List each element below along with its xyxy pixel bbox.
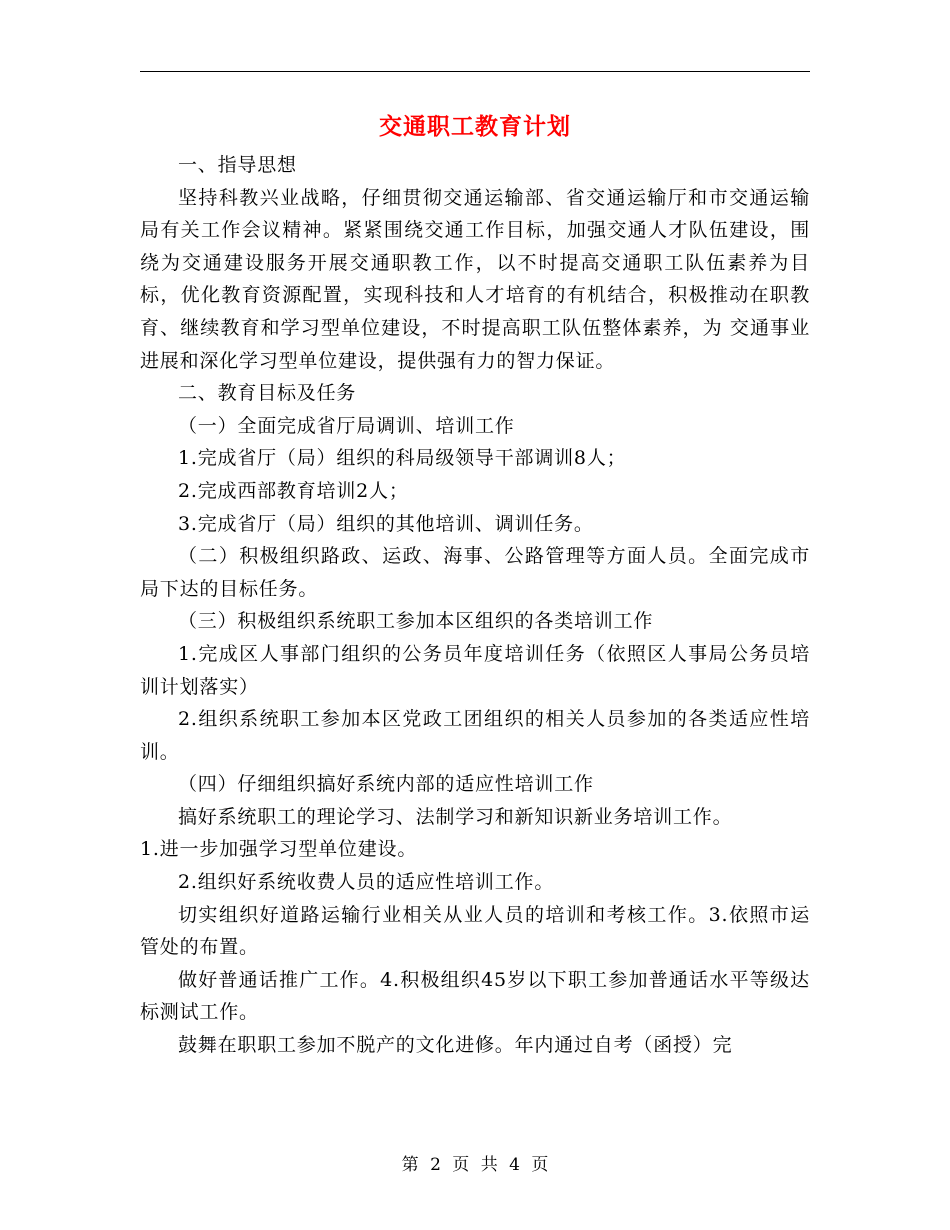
document-title: 交通职工教育计划: [379, 113, 571, 140]
list-item: 2.完成西部教育培训2人；: [178, 479, 409, 502]
paragraph-guiding-ideology: 坚持科教兴业战略，仔细贯彻交通运输部、省交通运输厅和市交通运输局有关工作会议精神。紧紧围绕交通工作目标，加强交通人才队伍建设，围绕为交通建设服务开展交通职教工作，以不时提高交通职工队伍素养为目标，优化教育资源配置，实现科技和人才培育的有机结合，积极推动在职教育、继续教育和学习型单位建设，不时提高职工队伍整体素养，为 交通事业进展和深化学习型单位建设，提供强有力的智力保证。: [140, 186, 810, 372]
paragraph: 鼓舞在职职工参加不脱产的文化进修。年内通过自考（函授）完: [178, 1034, 733, 1057]
page-number: 第 2 页 共 4 页: [401, 1155, 549, 1175]
paragraph: 搞好系统职工的理论学习、法制学习和新知识新业务培训工作。: [178, 805, 733, 828]
list-item: 2.组织好系统收费人员的适应性培训工作。: [178, 871, 555, 894]
subheading-3: （三）积极组织系统职工参加本区组织的各类培训工作: [178, 610, 654, 633]
list-item: 1.完成省厅（局）组织的科局级领导干部调训8人；: [178, 447, 627, 470]
subheading-4: （四）仔细组织搞好系统内部的适应性培训工作: [178, 773, 594, 796]
document-body: [140, 149, 810, 1062]
list-item: 1.进一步加强学习型单位建设。: [140, 838, 418, 861]
list-item: 2.组织系统职工参加本区党政工团组织的相关人员参加的各类适应性培训。: [140, 708, 810, 763]
list-item: 1.完成区人事部门组织的公务员年度培训任务（依照区人事局公务员培训计划落实）: [140, 642, 810, 698]
subheading-2: （二）积极组织路政、运政、海事、公路管理等方面人员。全面完成市局下达的目标任务。: [140, 545, 810, 600]
paragraph: 做好普通话推广工作。4.积极组织45岁以下职工参加普通话水平等级达标测试工作。: [140, 968, 810, 1024]
heading-goals-tasks: 二、教育目标及任务: [178, 382, 357, 405]
header-rule: [140, 71, 810, 72]
list-item: 3.完成省厅（局）组织的其他培训、调训任务。: [178, 512, 594, 535]
heading-guiding-ideology: 一、指导思想: [178, 154, 297, 176]
paragraph: 切实组织好道路运输行业相关从业人员的培训和考核工作。3.依照市运管处的布置。: [140, 903, 810, 959]
subheading-1: （一）全面完成省厅局调训、培训工作: [178, 414, 515, 437]
